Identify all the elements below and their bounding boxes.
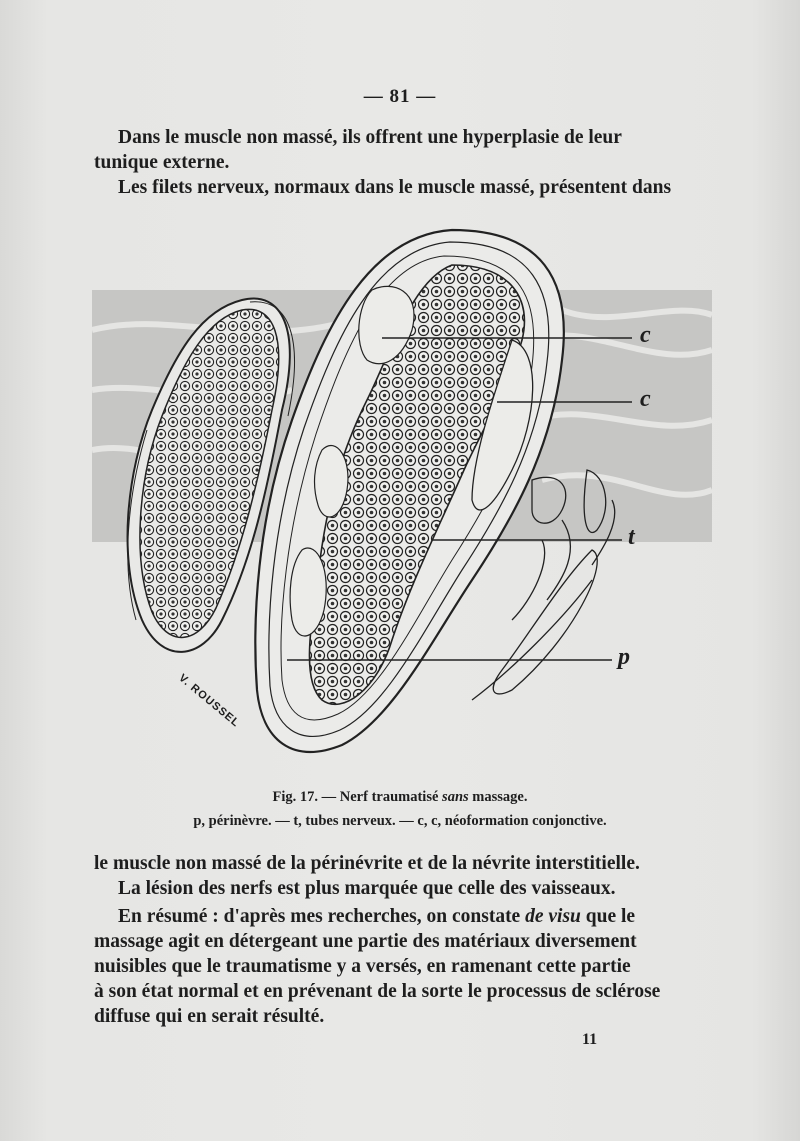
text-line: Dans le muscle non massé, ils offrent une hyperplasie de leur	[118, 127, 622, 148]
page-number: — 81 —	[363, 86, 437, 107]
text-line: le muscle non massé de la périnévrite et de la névrite interstitielle.	[94, 853, 640, 874]
paragraph-vessels	[94, 125, 672, 175]
label-c1: c	[640, 322, 651, 348]
paragraph-lesion	[94, 876, 672, 901]
paragraph-summary	[94, 904, 672, 1029]
illustrator-signature: V. ROUSSEL	[176, 672, 242, 730]
text-run: En résumé : d'après mes recherches, on constate	[118, 906, 526, 927]
text-line: La lésion des nerfs est plus marquée que celle des vaisseaux.	[118, 878, 616, 899]
paragraph-nerves	[94, 175, 672, 200]
text-line: à son état normal et en prévenant de la sorte le processus de sclérose	[94, 981, 661, 1002]
figure-caption	[0, 789, 800, 806]
text-line	[94, 904, 672, 929]
label-p: p	[618, 644, 630, 670]
text-run-italic: de visu	[525, 906, 581, 927]
text-run: que le	[580, 906, 636, 927]
text-line: nuisibles que le traumatisme y a versés, en ramenant cette partie	[94, 956, 631, 977]
text-line: Les filets nerveux, normaux dans le muscle massé, présentent dans	[118, 177, 672, 198]
label-t: t	[628, 524, 635, 550]
paragraph-nerves-cont	[94, 851, 672, 876]
caption-suffix: massage.	[468, 789, 528, 805]
figure-nerve-illustration	[92, 220, 712, 780]
figure-legend: p, périnèvre. — t, tubes nerveux. — c, c, néoformation conjonctive.	[193, 813, 607, 829]
sheet-signature-number: 11	[582, 1031, 598, 1048]
caption-prefix: Fig. 17. — Nerf traumatisé	[272, 789, 443, 805]
caption-italic: sans	[442, 789, 469, 805]
nerve-drawing	[92, 220, 712, 780]
label-c2: c	[640, 386, 651, 412]
text-line: massage agit en détergeant une partie des matériaux diversement	[94, 931, 637, 952]
text-line: diffuse qui en serait résulté.	[94, 1006, 325, 1027]
text-line: tunique externe.	[94, 152, 230, 173]
